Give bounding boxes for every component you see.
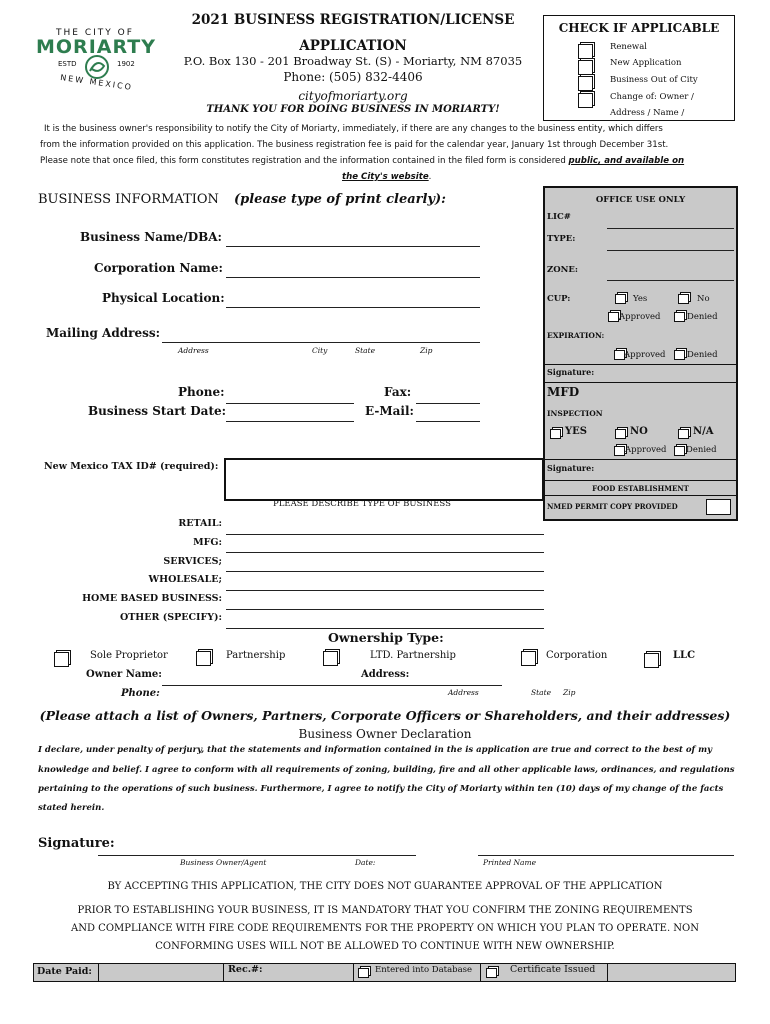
city-phone: Phone: (505) 832-4406 xyxy=(283,70,423,84)
change-of-label: Change of: Owner / xyxy=(610,92,694,102)
cup-approved-label: Approved xyxy=(619,312,661,322)
declaration-line-3: pertaining to the operations of such business. Furthermore, I agree to notify the City of Moriarty within ten (10) days of my change of the facts xyxy=(38,784,724,794)
ltd-partnership-label: LTD. Partnership xyxy=(370,650,456,661)
partnership-checkbox[interactable] xyxy=(196,651,211,666)
notice-line-4 xyxy=(342,172,431,182)
notice-line-3 xyxy=(40,156,684,166)
zone-field[interactable] xyxy=(607,280,734,281)
city-website[interactable]: cityofmoriarty.org xyxy=(298,89,408,103)
caption-date: Date: xyxy=(355,858,376,867)
thank-you-message: THANK YOU FOR DOING BUSINESS IN MORIARTY! xyxy=(206,104,500,115)
llc-checkbox[interactable] xyxy=(644,653,659,668)
corporation-name-field[interactable] xyxy=(226,277,480,278)
corporation-label: Corporation xyxy=(546,650,608,661)
declaration-line-4: stated herein. xyxy=(38,803,105,813)
footer-line-1: BY ACCEPTING THIS APPLICATION, THE CITY DOES NOT GUARANTEE APPROVAL OF THE APPLICATION xyxy=(107,881,663,892)
tax-id-label: New Mexico TAX ID# (required): xyxy=(44,461,219,472)
inspection-na-checkbox[interactable] xyxy=(678,429,689,439)
business-name-field[interactable] xyxy=(226,246,480,247)
owner-caption-zip: Zip xyxy=(563,688,576,697)
inspection-label: INSPECTION xyxy=(547,409,603,418)
declaration-line-1: I declare, under penalty of perjury, that the statements and information contained in the is application are true and correct to the best of my xyxy=(38,745,713,755)
logo-estd: ESTD xyxy=(58,60,77,68)
owner-address-label: Address: xyxy=(361,669,410,680)
out-of-city-label: Business Out of City xyxy=(610,75,698,85)
ownership-title: Ownership Type: xyxy=(328,630,444,645)
business-info-heading: BUSINESS INFORMATION xyxy=(38,192,219,207)
mailing-caption-state: State xyxy=(355,346,376,355)
form-title: 2021 BUSINESS REGISTRATION/LICENSE xyxy=(191,12,515,28)
wholesale-field[interactable] xyxy=(226,590,544,591)
check-applicable-title: CHECK IF APPLICABLE xyxy=(558,21,720,35)
entered-database-checkbox[interactable] xyxy=(358,968,369,978)
notice-line-1: It is the business owner's responsibility to notify the City of Moriarty, immediately, if there are any changes to the business entity, which differs xyxy=(44,124,663,134)
owner-caption-address: Address xyxy=(448,688,479,697)
home-based-field[interactable] xyxy=(226,609,544,610)
notice-period: . xyxy=(428,172,432,182)
new-application-checkbox[interactable] xyxy=(578,60,593,75)
inspection-yes-checkbox[interactable] xyxy=(550,429,561,439)
cup-denied-checkbox[interactable] xyxy=(674,312,685,322)
owner-caption-state: State xyxy=(531,688,552,697)
mailing-address-field[interactable] xyxy=(162,342,480,343)
nmed-permit-checkbox[interactable] xyxy=(706,499,731,515)
inspection-na-label: N/A xyxy=(693,426,714,437)
attach-list-note: (Please attach a list of Owners, Partners, Corporate Officers or Shareholders, and their addresses) xyxy=(39,708,731,723)
logo-year: 1902 xyxy=(117,60,135,68)
llc-label: LLC xyxy=(673,650,696,661)
corporation-checkbox[interactable] xyxy=(521,651,536,666)
notice-line-2: from the information provided on this application. The business registration fee is paid for the calendar year, January 1st through December 31st. xyxy=(40,140,669,150)
change-of-checkbox[interactable] xyxy=(578,93,593,108)
corporation-name-label: Corporation Name: xyxy=(94,261,223,275)
office-signature-label-1: Signature: xyxy=(547,367,595,377)
lic-field[interactable] xyxy=(607,228,734,229)
mailing-caption-zip: Zip xyxy=(420,346,433,355)
retail-label: RETAIL: xyxy=(178,518,222,529)
exp-denied-label: Denied xyxy=(687,350,718,360)
partnership-label: Partnership xyxy=(226,650,286,661)
mailing-address-label: Mailing Address: xyxy=(46,326,161,340)
inspection-no-checkbox[interactable] xyxy=(615,429,626,439)
owner-phone-label: Phone: xyxy=(121,688,160,699)
zone-label: ZONE: xyxy=(547,265,578,275)
type-field[interactable] xyxy=(607,250,734,251)
cup-yes-checkbox[interactable] xyxy=(615,294,626,304)
printed-name-field[interactable] xyxy=(478,855,734,856)
lic-label: LIC# xyxy=(547,212,571,222)
expiration-label: EXPIRATION: xyxy=(547,331,605,340)
other-label: OTHER (SPECIFY): xyxy=(119,612,222,623)
mfg-field[interactable] xyxy=(226,552,544,553)
phone-field[interactable] xyxy=(226,403,354,404)
out-of-city-checkbox[interactable] xyxy=(578,76,593,91)
logo-top-text: THE CITY OF xyxy=(56,28,134,38)
business-info-note: (please type of print clearly): xyxy=(234,192,446,207)
certificate-issued-label: Certificate Issued xyxy=(510,964,596,975)
fax-label: Fax: xyxy=(384,385,412,399)
cup-label: CUP: xyxy=(547,294,571,304)
declaration-title: Business Owner Declaration xyxy=(298,727,472,741)
notice-line-3-text: Please note that once filed, this form constitutes registration and the information contained in the filed form is considered xyxy=(40,156,569,166)
food-establishment-label: FOOD ESTABLISHMENT xyxy=(592,484,689,493)
exp-approved-label: Approved xyxy=(624,350,666,360)
change-of-label-2: Address / Name / xyxy=(610,108,685,118)
office-footer-bar xyxy=(33,963,736,982)
physical-location-label: Physical Location: xyxy=(102,291,225,305)
footer-line-4: CONFORMING USES WILL NOT BE ALLOWED TO CONTINUE WITH NEW OWNERSHIP. xyxy=(155,941,615,952)
entered-database-label: Entered into Database xyxy=(375,965,473,975)
type-label: TYPE: xyxy=(547,234,576,244)
phone-label: Phone: xyxy=(178,385,225,399)
caption-printed-name: Printed Name xyxy=(483,858,537,867)
footer-divider-3 xyxy=(353,964,354,981)
footer-divider-5 xyxy=(607,964,608,981)
email-label: E-Mail: xyxy=(365,404,414,418)
logo-bottom-text: NEW MEXICO xyxy=(59,72,134,93)
owner-name-label: Owner Name: xyxy=(86,669,162,680)
footer-divider-4 xyxy=(480,964,481,981)
exp-denied-checkbox[interactable] xyxy=(674,350,685,360)
food-divider xyxy=(545,495,736,496)
fax-field[interactable] xyxy=(416,403,480,404)
physical-location-field[interactable] xyxy=(226,307,480,308)
cup-no-checkbox[interactable] xyxy=(678,294,689,304)
inspection-approved-checkbox[interactable] xyxy=(614,446,625,456)
cup-denied-label: Denied xyxy=(687,312,718,322)
business-name-label: Business Name/DBA: xyxy=(80,230,222,244)
notice-public-text: public, and available on xyxy=(568,156,685,166)
footer-divider-1 xyxy=(98,964,99,981)
rec-label: Rec.#: xyxy=(228,964,263,975)
inspection-yes-label: YES xyxy=(565,426,587,437)
cup-approved-checkbox[interactable] xyxy=(608,312,619,322)
form-title-2: APPLICATION xyxy=(299,38,407,54)
mailing-caption-address: Address xyxy=(178,346,209,355)
footer-divider-2 xyxy=(223,964,224,981)
certificate-issued-checkbox[interactable] xyxy=(486,968,497,978)
describe-business-label: PLEASE DESCRIBE TYPE OF BUSINESS xyxy=(273,499,451,509)
renewal-checkbox[interactable] xyxy=(578,44,593,59)
owner-name-field[interactable] xyxy=(162,685,502,686)
notice-website-link[interactable]: the City's website xyxy=(342,172,429,182)
footer-line-3: AND COMPLIANCE WITH FIRE CODE REQUIREMENTS FOR THE PROPERTY ON WHICH YOU PLAN TO OPERATE. NON xyxy=(71,923,699,934)
email-field[interactable] xyxy=(416,421,480,422)
office-use-panel xyxy=(543,186,738,521)
office-title: OFFICE USE ONLY xyxy=(595,195,686,205)
start-date-field[interactable] xyxy=(226,421,354,422)
start-date-label: Business Start Date: xyxy=(88,404,227,418)
sole-proprietor-checkbox[interactable] xyxy=(54,652,69,667)
inspection-approved-label: Approved xyxy=(625,445,667,455)
sole-proprietor-label: Sole Proprietor xyxy=(90,650,168,661)
retail-field[interactable] xyxy=(226,534,544,535)
logo-name: MORIARTY xyxy=(36,36,156,58)
mfd-label: MFD xyxy=(547,385,580,399)
caption-owner-agent: Business Owner/Agent xyxy=(180,858,267,867)
renewal-label: Renewal xyxy=(610,42,647,52)
services-label: SERVICES; xyxy=(163,556,222,567)
wholesale-label: WHOLESALE; xyxy=(148,574,222,585)
footer-line-2: PRIOR TO ESTABLISHING YOUR BUSINESS, IT IS MANDATORY THAT YOU CONFIRM THE ZONING REQUIREMENTS xyxy=(77,905,693,916)
owner-signature-label: Signature: xyxy=(38,836,115,851)
city-address: P.O. Box 130 - 201 Broadway St. (S) - Moriarty, NM 87035 xyxy=(183,54,523,68)
nmed-permit-label: NMED PERMIT COPY PROVIDED xyxy=(547,502,678,511)
declaration-line-2: knowledge and belief. I agree to conform with all requirements of zoning, building, fire and all other applicable laws, ordinances, and regulations xyxy=(38,765,735,775)
mfg-label: MFG: xyxy=(193,537,222,548)
home-based-label: HOME BASED BUSINESS: xyxy=(82,593,222,604)
other-field[interactable] xyxy=(226,628,544,629)
ltd-partnership-checkbox[interactable] xyxy=(323,651,338,666)
new-application-label: New Application xyxy=(610,58,682,68)
office-signature-row-2[interactable] xyxy=(545,459,736,481)
mailing-caption-city: City xyxy=(312,346,328,355)
date-paid-label: Date Paid: xyxy=(37,966,92,977)
inspection-no-label: NO xyxy=(630,426,648,437)
owner-signature-field[interactable] xyxy=(98,855,416,856)
cup-no-label: No xyxy=(697,294,710,304)
check-applicable-box xyxy=(543,15,735,121)
office-signature-row-1[interactable] xyxy=(545,364,736,383)
inspection-denied-label: Denied xyxy=(686,445,717,455)
tax-id-field[interactable] xyxy=(224,458,544,501)
office-signature-label-2: Signature: xyxy=(547,463,595,473)
cup-yes-label: Yes xyxy=(633,294,648,304)
inspection-denied-checkbox[interactable] xyxy=(674,446,685,456)
services-field[interactable] xyxy=(226,571,544,572)
